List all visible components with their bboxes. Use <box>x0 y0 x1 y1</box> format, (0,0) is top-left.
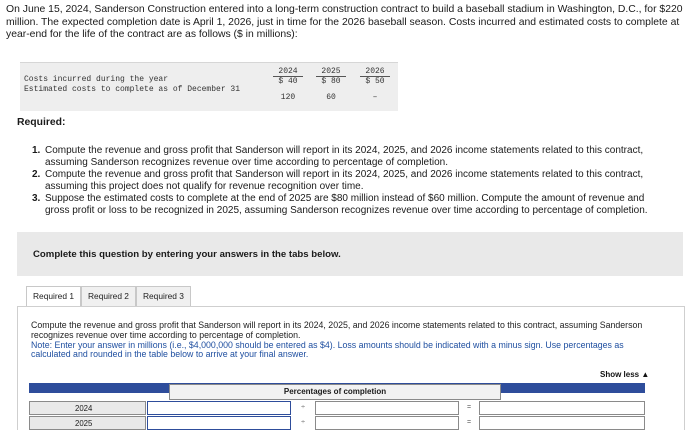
requirement-item <box>32 145 652 168</box>
estimated-costs-2026: – <box>372 93 378 102</box>
percentage-input-2024[interactable] <box>479 401 645 415</box>
requirement-number: 3. <box>32 193 41 205</box>
year-header-2024: 2024 <box>273 67 303 77</box>
cost-to-date-input-2025[interactable] <box>147 416 291 430</box>
percentage-input-2025[interactable] <box>479 416 645 430</box>
total-estimated-cost-input-2025[interactable] <box>315 416 459 430</box>
equals-sign: = <box>466 419 472 426</box>
percentage-completion-table <box>29 383 645 430</box>
complete-prompt: Complete this question by entering your answers in the tabs below. <box>33 249 341 260</box>
requirements-list <box>32 145 652 218</box>
costs-incurred-2025: $ 80 <box>321 77 341 86</box>
requirement-item <box>32 193 652 216</box>
divide-sign: ÷ <box>301 404 305 411</box>
tab-required-1[interactable]: Required 1 <box>26 286 81 308</box>
requirement-text: Suppose the estimated costs to complete at the end of 2025 are $80 million instead of $60 million. Compute the amount of revenue and gross profit or loss to be recognized in 2025, assuming Sanderson recognizes revenue over time according to percentage of completion. <box>45 193 648 216</box>
show-less-link[interactable] <box>600 370 649 379</box>
problem-intro: On June 15, 2024, Sanderson Construction entered into a long-term construction contract to build a baseball stadium in Washington, D.C., for $220 million. The expected completion date is April 1, 2026, just in time for the 2026 baseball season. Costs incurred and estimated costs to complete at year-end for the life of the contract are as follows ($ in millions): <box>6 4 683 41</box>
divide-sign: ÷ <box>301 419 305 426</box>
requirement-number: 2. <box>32 169 41 181</box>
equals-sign: = <box>466 404 472 411</box>
costs-incurred-label: Costs incurred during the year <box>24 75 169 84</box>
tab-panel-required-1 <box>17 306 685 430</box>
tab-bar <box>26 286 191 306</box>
estimated-costs-label: Estimated costs to complete as of December 31 <box>24 85 241 94</box>
triangle-up-icon: ▲ <box>641 370 650 379</box>
estimated-costs-2024: 120 <box>280 93 296 102</box>
row-label-2024: 2024 <box>29 401 146 415</box>
year-header-2025: 2025 <box>316 67 346 77</box>
requirement-text: Compute the revenue and gross profit that Sanderson will report in its 2024, 2025, and 2026 income statements related to this contract, assuming this project does not qualify for revenue recognition over time. <box>45 169 644 192</box>
complete-prompt-box <box>17 232 683 276</box>
costs-incurred-2024: $ 40 <box>278 77 298 86</box>
show-less-label: Show less <box>600 370 640 379</box>
year-header-2026: 2026 <box>360 67 390 77</box>
estimated-costs-2025: 60 <box>326 93 336 102</box>
tab-required-2[interactable]: Required 2 <box>81 286 136 308</box>
tab-required-3[interactable]: Required 3 <box>136 286 191 308</box>
required-heading: Required: <box>17 117 66 128</box>
instruction-text: Compute the revenue and gross profit that Sanderson will report in its 2024, 2025, and 2026 income statements related to this contract, assuming Sanderson recognizes revenue over time according to percentage of completion. <box>31 320 643 340</box>
instruction-note: Note: Enter your answer in millions (i.e., $4,000,000 should be entered as $4). Loss amounts should be indicated with a minus sign. Use percentages as calculated and rounded in the table below to arrive at your final answer. <box>31 339 624 360</box>
total-estimated-cost-input-2024[interactable] <box>315 401 459 415</box>
costs-incurred-2026: $ 50 <box>365 77 385 86</box>
row-label-2025: 2025 <box>29 416 146 430</box>
requirement-item <box>32 169 652 192</box>
requirement-number: 1. <box>32 145 41 156</box>
requirement-text: Compute the revenue and gross profit that Sanderson will report in its 2024, 2025, and 2026 income statements related to this contract, assuming Sanderson recognizes revenue over time according to percentage of completion. <box>45 145 644 168</box>
cost-to-date-input-2024[interactable] <box>147 401 291 415</box>
panel-instruction <box>31 321 661 360</box>
cost-table <box>20 62 398 111</box>
percentage-completion-header: Percentages of completion <box>169 384 501 400</box>
